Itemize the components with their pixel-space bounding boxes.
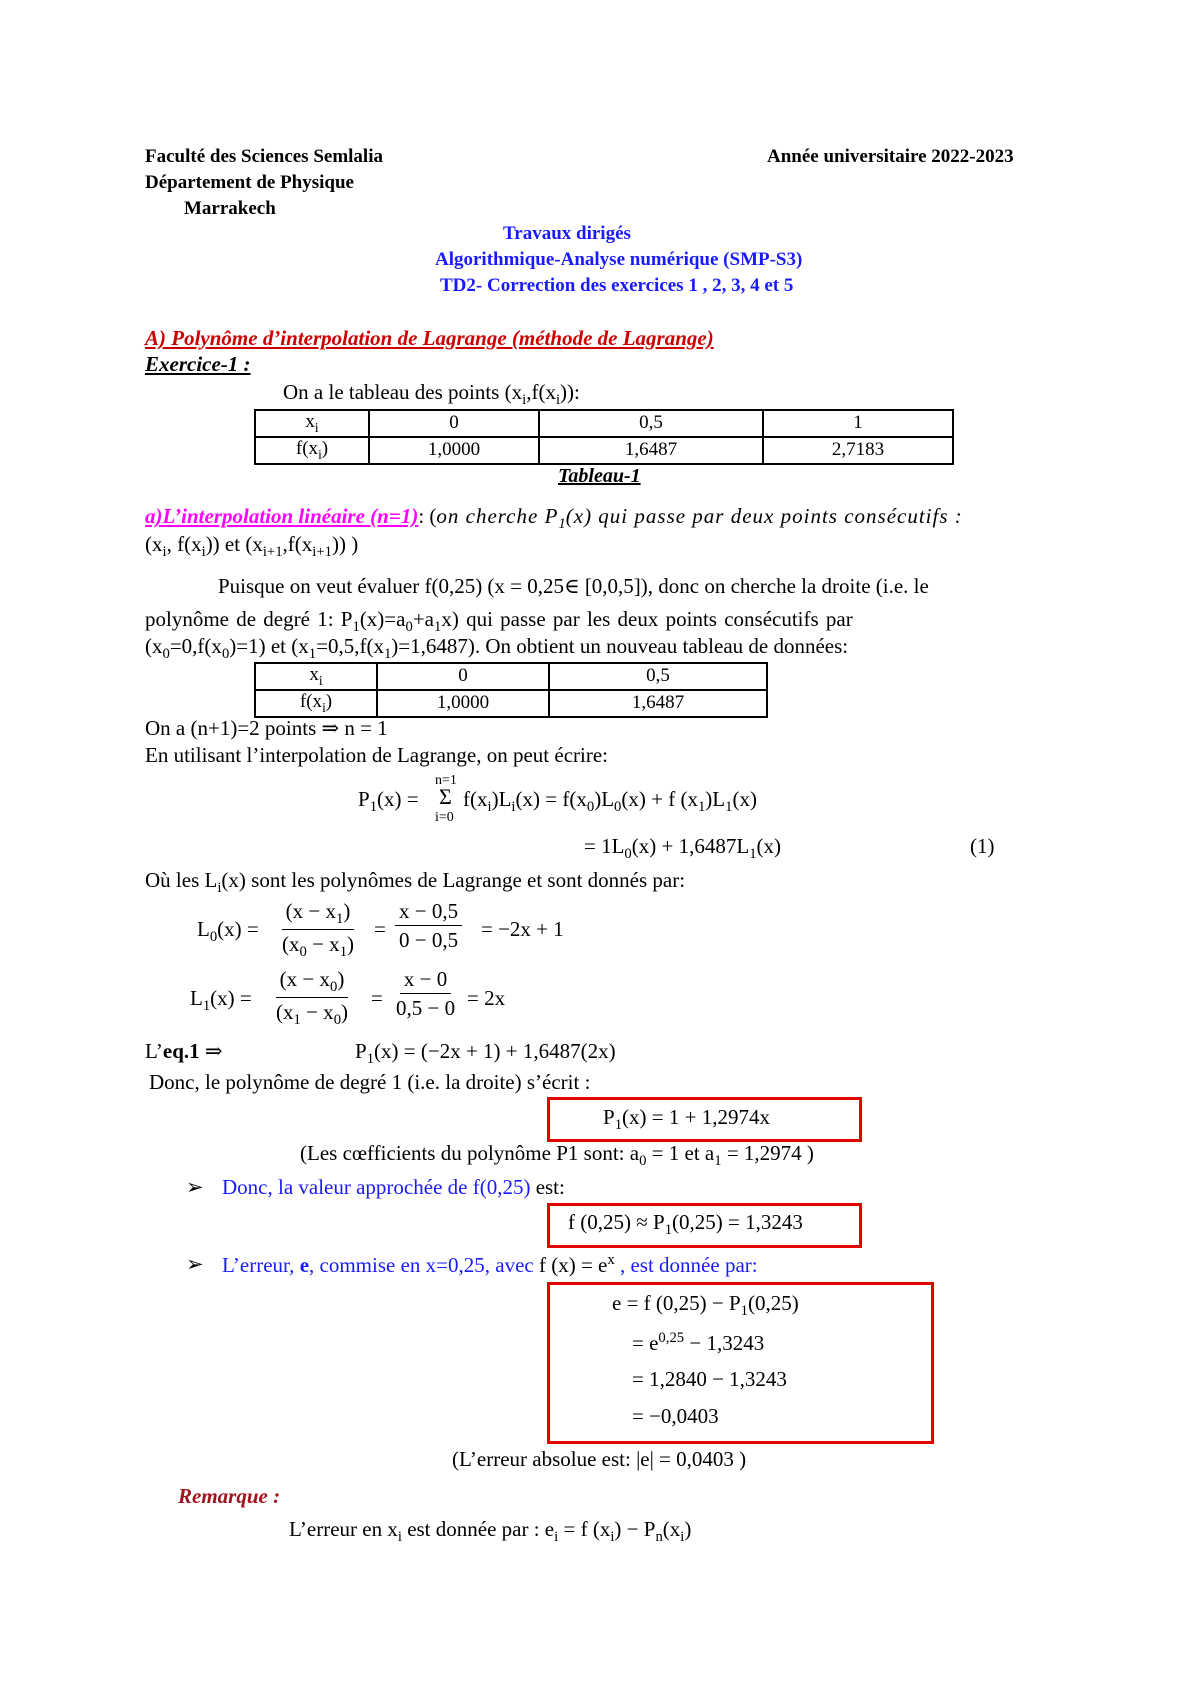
eq1-line2: = $1L_0(x) + 1,6487L_1(x)$ [584, 834, 782, 863]
l1-label: $L_1(x)$ = [190, 986, 252, 1015]
sum-lower: i=0 [435, 810, 454, 825]
where-line: Où les $L_i(x)$ sont les polynômes de Lagrange et sont donnés par: [145, 868, 686, 897]
table-row: $f(x_i)$ 1,0000 1,6487 [255, 690, 767, 717]
approx-result: f $(0,25) \approx P_1(0,25) = 1,3243$ [568, 1210, 803, 1239]
department-name: Département de Physique [145, 172, 354, 193]
l0-label: $L_0(x)$ = [197, 917, 259, 946]
error-line-2: = $e^{0,25} - 1,3243$ [632, 1330, 765, 1355]
document-page: Faculté des Sciences Semlalia Département de Physique Marrakech Année universitaire 2022-2023 Travaux dirigés Algorithmique-Analyse numérique (SMP-S3) TD2- Correction des exercices 1 , 2, 3, 4 et 5 A) Polynôme d’interpolation de Lagrange (méthode de Lagrange) Exercice-1 : On a le tableau des points $(x_i,f(x_i))$: $x_i$ 0 0,5 1 $f(x_i)$ 1,0000 1,6487 2,7183 Tableau-1 a)L’interpolation linéaire (n=1): (on cherche $P_1(x)$ qui passe par deux points consécutifs : ($x_i$, $f(x_i)$) et $(x_{i+1},f(x_{i+1}))$ ) Puisque on veut évaluer f(0,25) (x = 0,25∈ [0,0,5]), donc on cherche la droite (i.e. le polynôme de degré 1: $P_1(x)=a_0+a_1x$) qui passe par les deux points consécutifs par $(x_0=0,f(x_0)=1)$ et $(x_1=0,5,f(x_1)=1,6487)$. On obtient un nouveau tableau de données: $x_i$ 0 0,5 $f(x_i)$ 1,0000 1,6487 On a (n+1)=2 points ⇒ n = 1 En utilisant l’interpolation de Lagrange, on peut écrire: $P_1(x)$ = n=1 Σ i=0 $f(x_i)L_i(x) = f(x_0)L_0(x) + f$ $(x_1)L_1(x)$ = $1L_0(x) + 1,6487L_1(x)$ (1) Où les $L_i(x)$ sont les polynômes de Lagrange et sont donnés par: $L_0(x)$ = $\frac{(x - x_1)}{(x_0 - x_1)}$ = $\frac{x - 0,5}{0 - 0,5}$ = −2x + 1 $L_1(x)$ = $\frac{(x - x_0)}{(x_1 - x_0)}$ = $\frac{x - 0}{0,5 - 0}$ = 2x L’eq.1 ⇒ $P_1(x) = (-2x + 1) + 1,6487(2x)$ Donc, le polynôme de degré 1 (i.e. la droite) s’écrit : $P_1(x) = 1 + 1,2974x$ (Les cœfficients du polynôme P1 sont: $a_0 = 1$ et $a_1 = 1,2974$ ) ➢ Donc, la valeur approchée de f(0,25) est: f $(0,25) \approx P_1(0,25) = 1,3243$ ➢ L’erreur, e, commise en x=0,25, avec f $(x) = e^x$ , est donnée par: e = f $(0,25) - P_1(0,25)$ = $e^{0,25} - 1,3243$ = 1,2840 − 1,3243 = −0,0403 (L’erreur absolue est: |e| = 0,0403 ) Remarque : L’erreur en $x_i$ est donnée par : $e_i = f$ $(x_i) - P_n(x_i)$ [145, 146, 1014, 1546]
city-name: Marrakech [184, 198, 276, 219]
points-table-1 [254, 409, 954, 465]
table-caption: Tableau-1 [558, 465, 641, 487]
linear-heading: a)L’interpolation linéaire (n=1): (on cherche $P_1(x)$ qui passe par deux points consécutifs : [145, 504, 963, 533]
paragraph-line1: Puisque on veut évaluer f(0,25) (x = 0,25∈ [0,0,5]), donc on cherche la droite (i.e. le [218, 574, 929, 598]
title-line3: TD2- Correction des exercices 1 , 2, 3, 4 et 5 [440, 275, 794, 296]
polynomial-intro: Donc, le polynôme de degré 1 (i.e. la droite) s’écrit : [149, 1070, 591, 1094]
intro-text: On a le tableau des points $(x_i,f(x_i))$: [283, 380, 580, 409]
eq1-substitution-label: L’eq.1 ⇒ [145, 1039, 223, 1063]
l1-result: = 2x [467, 986, 506, 1010]
l1-fraction-1: $\frac{(x - x_0)}{(x_1 - x_0)}$ [276, 967, 349, 1029]
section-heading: A) Polynôme d’interpolation de Lagrange (méthode de Lagrange) [145, 326, 714, 350]
title-line2: Algorithmique-Analyse numérique (SMP-S3) [435, 249, 803, 270]
coefficients-line: (Les cœfficients du polynôme P1 sont: $a_0 = 1$ et $a_1 = 1,2974$ ) [300, 1141, 814, 1170]
points-table-2 [254, 662, 768, 718]
faculty-name: Faculté des Sciences Semlalia [145, 146, 383, 167]
polynomial-result: $P_1(x) = 1 + 1,2974x$ [603, 1105, 770, 1134]
eq1-body: $f(x_i)L_i(x) = f(x_0)L_0(x) + f$ $(x_1)L_1(x)$ [463, 787, 757, 816]
remark-heading: Remarque : [178, 1484, 281, 1508]
table-row: $x_i$ 0 0,5 [255, 663, 767, 690]
sum-symbol: Σ [439, 784, 452, 809]
paragraph-line2: polynôme de degré 1: $P_1(x)=a_0+a_1x$) qui passe par les deux points consécutifs par [145, 607, 853, 636]
academic-year: Année universitaire 2022-2023 [767, 146, 1014, 167]
equation-number: (1) [970, 834, 995, 858]
bullet-arrow-2: ➢ [186, 1252, 204, 1276]
error-intro-line: L’erreur, e, commise en x=0,25, avec f $(x) = e^x$ , est donnée par: [222, 1252, 758, 1277]
error-line-4: = −0,0403 [632, 1404, 719, 1428]
l0-fraction-2: $\frac{x - 0,5}{0 - 0,5}$ [395, 899, 462, 953]
bullet-arrow-1: ➢ [186, 1175, 204, 1199]
table-row: $f(x_i)$ 1,0000 1,6487 2,7183 [255, 437, 953, 464]
error-line-1: e = f $(0,25) - P_1(0,25)$ [612, 1291, 799, 1320]
error-line-3: = 1,2840 − 1,3243 [632, 1367, 787, 1391]
exercise-label: Exercice-1 : [145, 352, 251, 376]
absolute-error-line: (L’erreur absolue est: |e| = 0,0403 ) [452, 1447, 747, 1471]
linear-points: ($x_i$, $f(x_i)$) et $(x_{i+1},f(x_{i+1}))$ ) [145, 532, 359, 561]
approx-value-line: Donc, la valeur approchée de f(0,25) est: [222, 1175, 565, 1199]
l0-result: = −2x + 1 [481, 917, 564, 941]
eq1-substitution: $P_1(x) = (-2x + 1) + 1,6487(2x)$ [355, 1039, 616, 1068]
paragraph-line3: $(x_0=0,f(x_0)=1)$ et $(x_1=0,5,f(x_1)=1,6487)$. On obtient un nouveau tableau de données: [145, 634, 849, 663]
eq1-left: $P_1(x)$ = [358, 787, 419, 816]
l1-fraction-2: $\frac{x - 0}{0,5 - 0}$ [396, 967, 456, 1020]
table-row: $x_i$ 0 0,5 1 [255, 410, 953, 437]
l0-fraction-1: $\frac{(x - x_1)}{(x_0 - x_1)}$ [282, 899, 355, 961]
lagrange-intro: En utilisant l’interpolation de Lagrange, on peut écrire: [145, 743, 609, 767]
sum-upper: n=1 [435, 773, 457, 788]
title-line1: Travaux dirigés [503, 223, 631, 244]
remark-text: L’erreur en $x_i$ est donnée par : $e_i = f$ $(x_i) - P_n(x_i)$ [289, 1517, 692, 1546]
n-points-line: On a (n+1)=2 points ⇒ n = 1 [145, 716, 388, 740]
